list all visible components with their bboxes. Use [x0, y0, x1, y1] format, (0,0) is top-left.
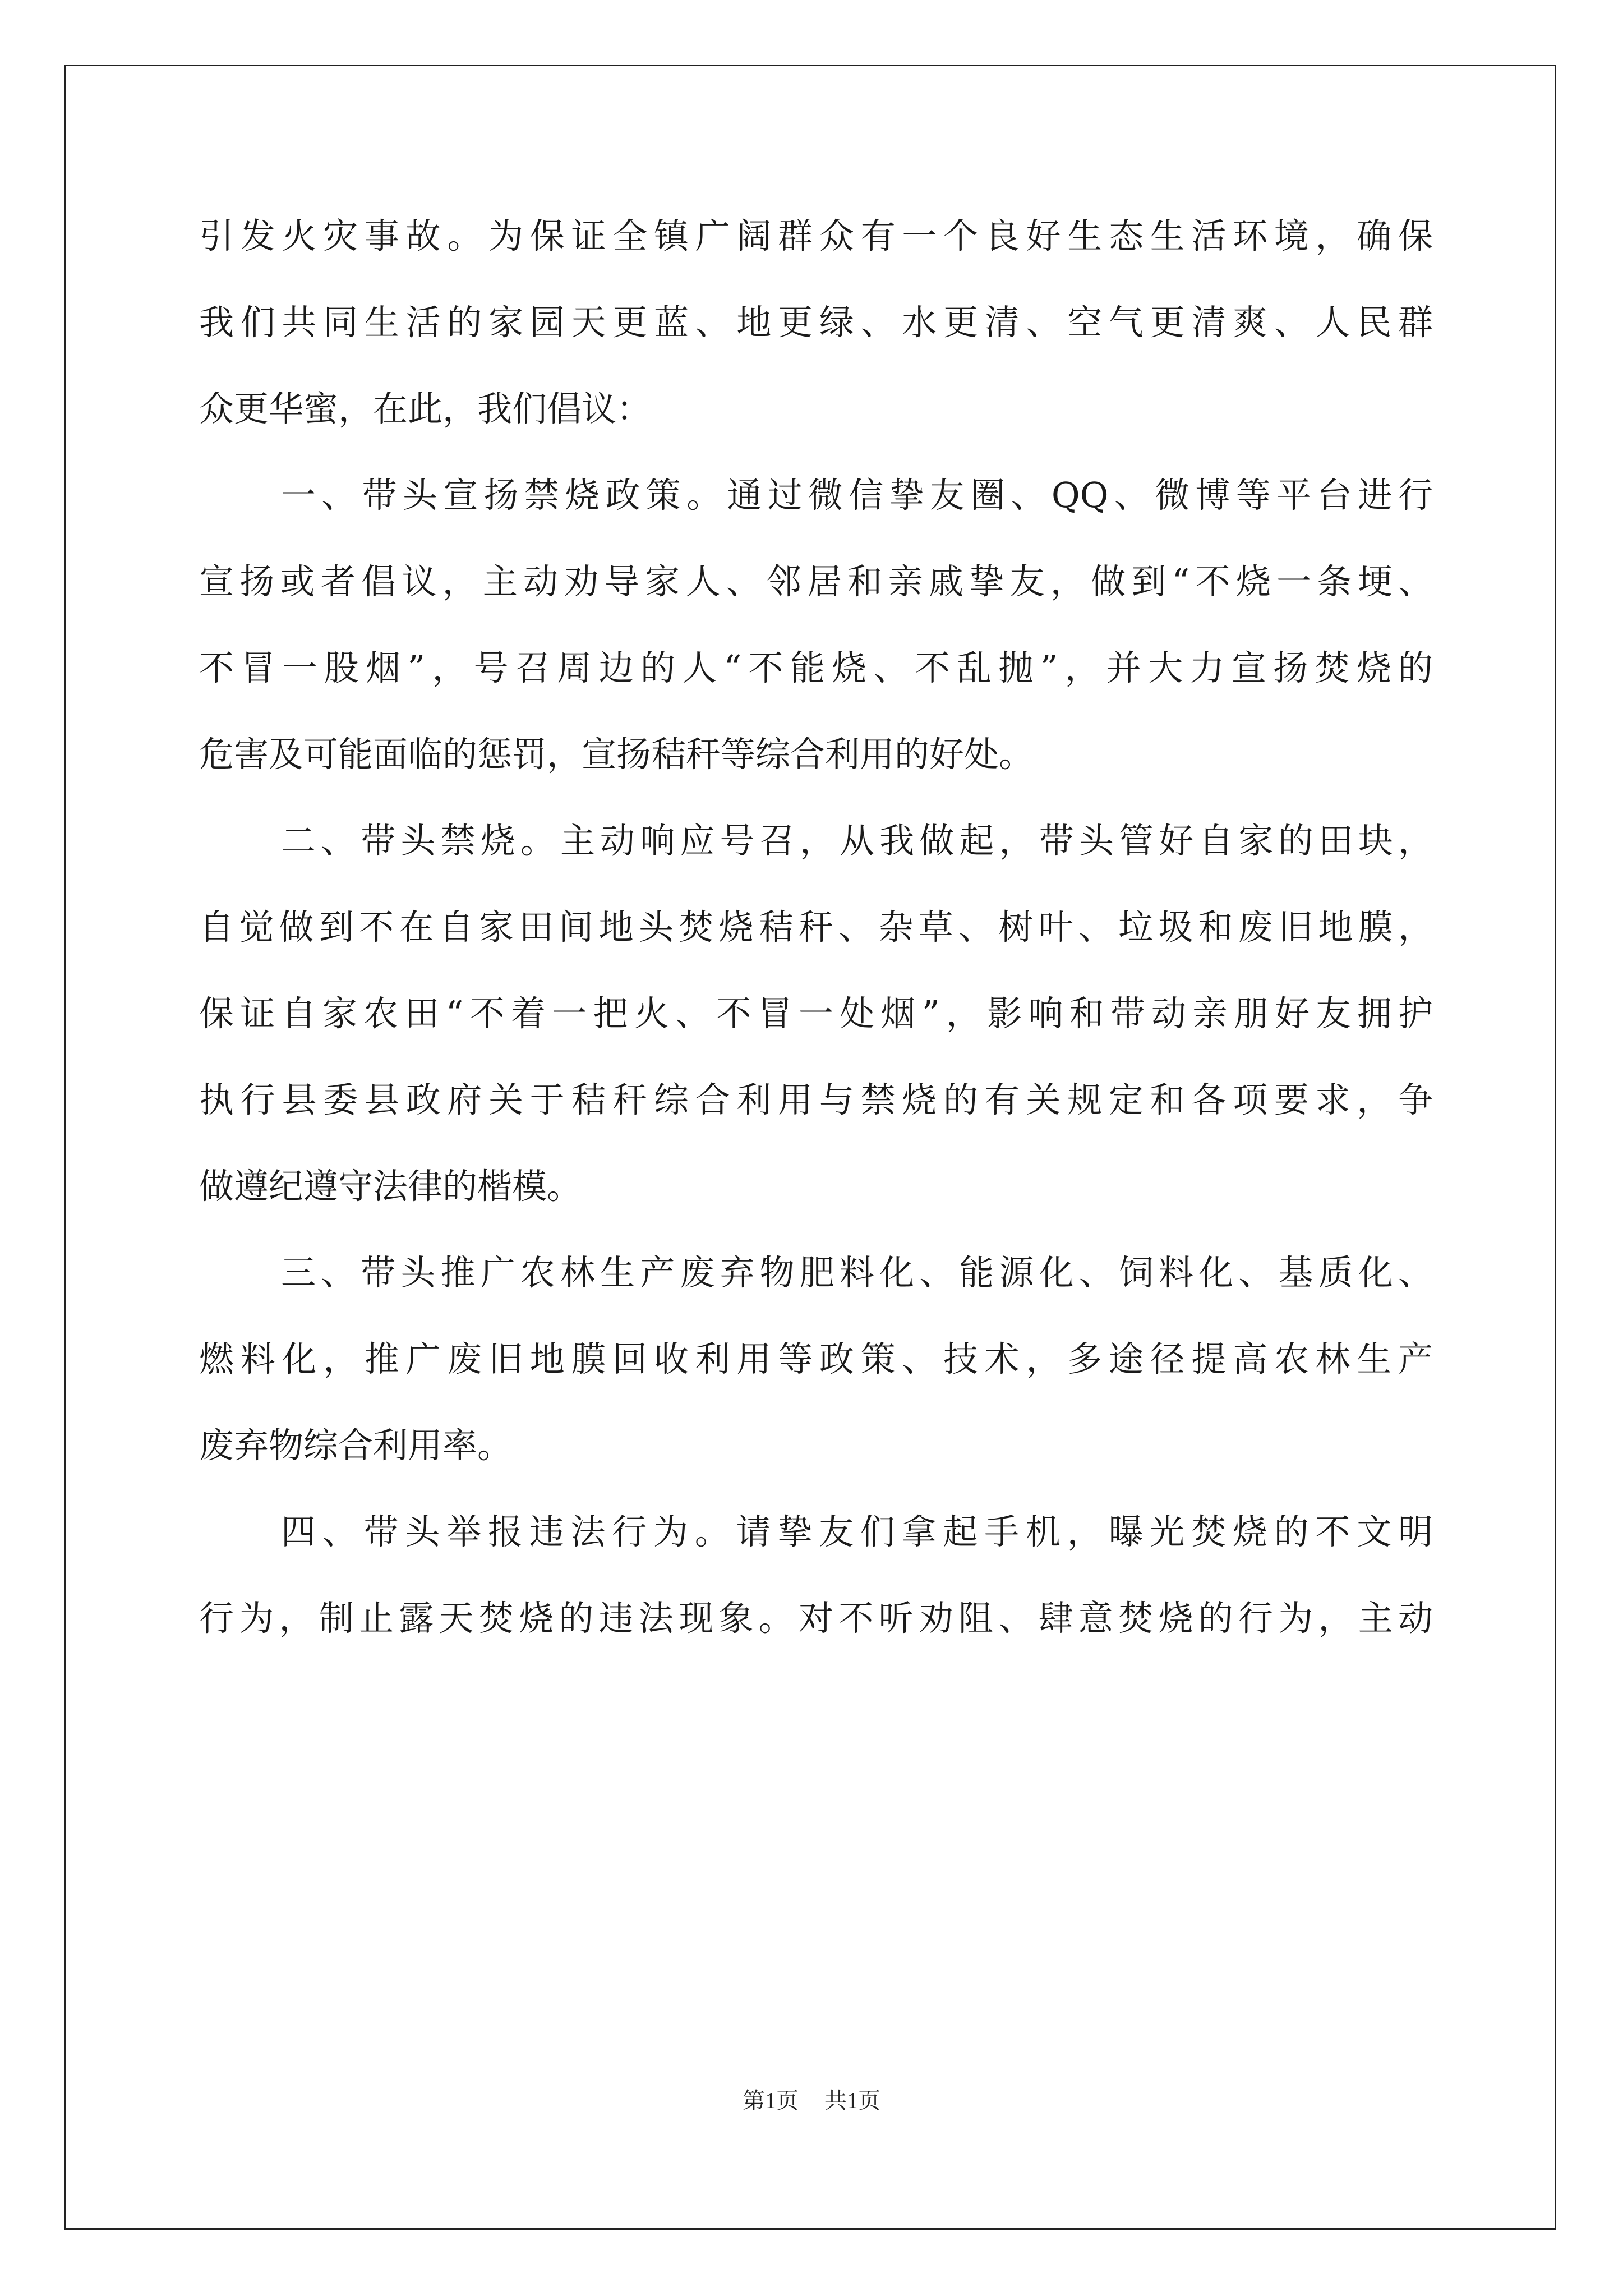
- text-line: 宣扬或者倡议，主动劝导家人、邻居和亲戚挚友，做到“不烧一条埂、: [199, 561, 1433, 602]
- text-line: 众更华蜜，在此，我们倡议：: [199, 388, 652, 429]
- text-line: 自觉做到不在自家田间地头焚烧秸秆、杂草、树叶、垃圾和废旧地膜，: [199, 907, 1433, 947]
- page-number-current: 第1页: [743, 2088, 799, 2113]
- text-line: 执行县委县政府关于秸秆综合利用与禁烧的有关规定和各项要求，争: [199, 1079, 1433, 1120]
- text-line: 行为，制止露天焚烧的违法现象。对不听劝阻、肆意焚烧的行为，主动: [199, 1598, 1433, 1639]
- paragraph-start-line: 三、带头推广农林生产废弃物肥料化、能源化、饲料化、基质化、: [281, 1252, 1433, 1293]
- paragraph-start-line: 四、带头举报违法行为。请挚友们拿起手机，曝光焚烧的不文明: [281, 1511, 1433, 1552]
- page-number-total: 共1页: [824, 2088, 880, 2113]
- paragraph-start-line: 一、带头宣扬禁烧政策。通过微信挚友圈、QQ、微博等平台进行: [281, 475, 1433, 516]
- text-line: 做遵纪遵守法律的楷模。: [199, 1166, 582, 1207]
- text-line: 废弃物综合利用率。: [199, 1425, 513, 1466]
- text-line: 燃料化，推广废旧地膜回收利用等政策、技术，多途径提高农林生产: [199, 1338, 1433, 1379]
- paragraph-start-line: 二、带头禁烧。主动响应号召，从我做起，带头管好自家的田块，: [281, 820, 1433, 861]
- document-body: [199, 215, 1433, 1687]
- text-line: 引发火灾事故。为保证全镇广阔群众有一个良好生态生活环境，确保: [199, 215, 1433, 256]
- page-footer: [0, 2090, 1623, 2112]
- text-line: 保证自家农田“不着一把火、不冒一处烟”，影响和带动亲朋好友拥护: [199, 993, 1433, 1034]
- text-line: 我们共同生活的家园天更蓝、地更绿、水更清、空气更清爽、人民群: [199, 302, 1433, 343]
- text-line: 危害及可能面临的惩罚，宣扬秸秆等综合利用的好处。: [199, 734, 1034, 775]
- text-line: 不冒一股烟”，号召周边的人“不能烧、不乱抛”，并大力宣扬焚烧的: [199, 647, 1433, 688]
